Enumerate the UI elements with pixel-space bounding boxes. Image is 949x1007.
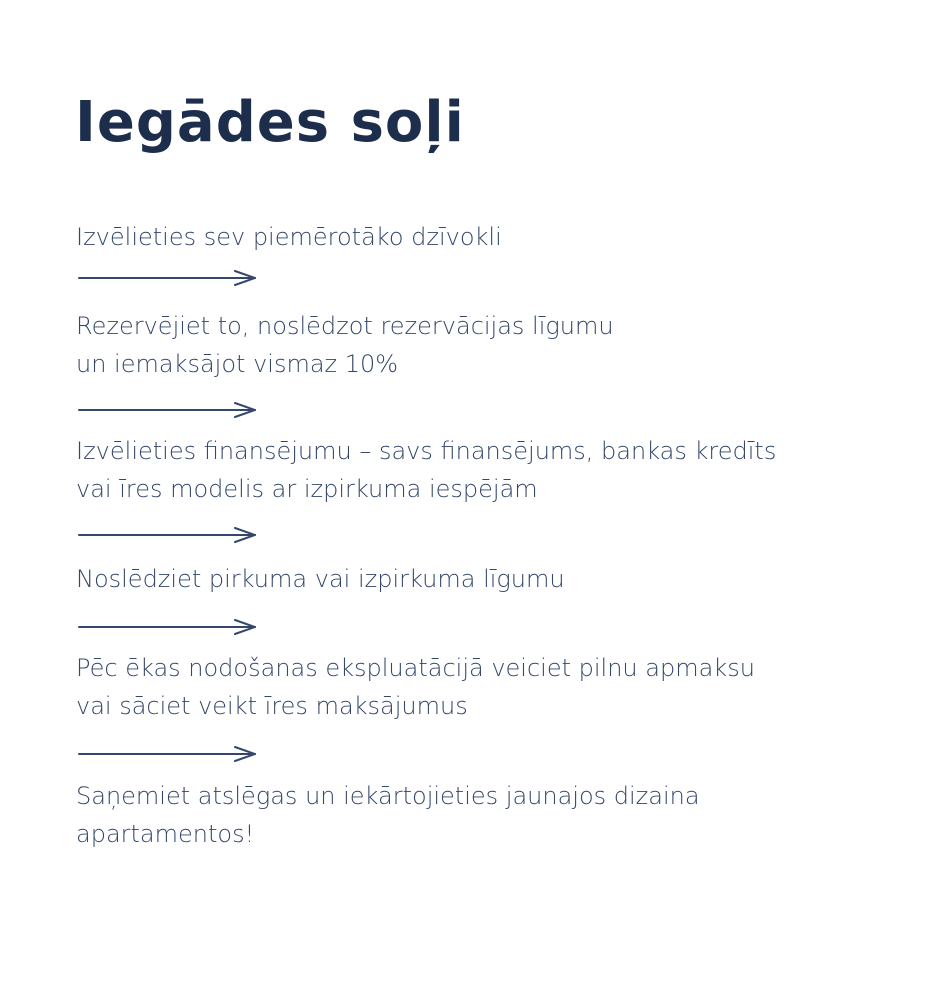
arrow-right-icon: [78, 746, 258, 762]
step-3: [76, 432, 776, 508]
arrow-right-icon: [78, 402, 258, 418]
step-6-line-1: Saņemiet atslēgas un iekārtojieties jaunajos dizaina: [76, 782, 700, 810]
step-5: [76, 649, 755, 725]
step-2: [76, 307, 614, 383]
step-5-line-2: vai sāciet veikt īres maksājumus: [76, 692, 468, 720]
page-title: Iegādes soļi: [75, 90, 465, 155]
arrow-right-icon: [78, 527, 258, 543]
step-3-line-2: vai īres modelis ar izpirkuma iespējām: [76, 475, 538, 503]
step-2-line-2: un iemaksājot vismaz 10%: [76, 350, 399, 378]
step-4-line-1: Noslēdziet pirkuma vai izpirkuma līgumu: [76, 565, 565, 593]
step-6: [76, 777, 700, 853]
arrow-right-icon: [78, 270, 258, 286]
step-2-line-1: Rezervējiet to, noslēdzot rezervācijas līgumu: [76, 312, 614, 340]
step-1-line-1: Izvēlieties sev piemērotāko dzīvokli: [76, 223, 502, 251]
step-4: [76, 560, 565, 598]
step-5-line-1: Pēc ēkas nodošanas ekspluatācijā veiciet pilnu apmaksu: [76, 654, 755, 682]
arrow-right-icon: [78, 619, 258, 635]
step-1: [76, 218, 502, 256]
step-6-line-2: apartamentos!: [76, 820, 255, 848]
step-3-line-1: Izvēlieties finansējumu – savs finansējums, bankas kredīts: [76, 437, 777, 465]
